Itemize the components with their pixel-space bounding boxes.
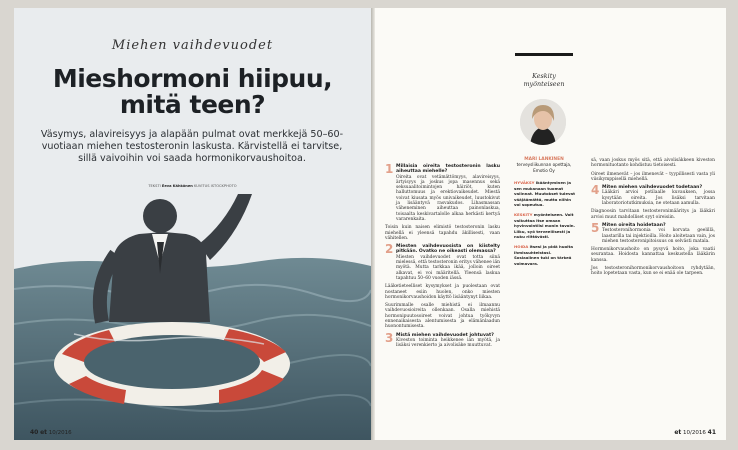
paragraph: Suurimmalle osalle miehistä ei ilmaannu vaihdevuosioireita ollenkaan. Osalla miehistä hormonipuutosoireet voivat johtua työkyvyn ennenaikaisesta alentumisesta ja elämänlaadun huonontumisesta. [385, 303, 500, 330]
left-footer [30, 429, 72, 436]
page-number-left: 40 [30, 429, 39, 436]
qa-answer: Oireita ovat vetämättömyys, alavireisyys, ärtyisyys ja joskus jopa masennus sekä seksuaalitoimintojen häiriöt, kuten halluttomuus ja erektiovaikeudet. Miestä voivat kiusata myös univaikeudet, luustokivut ja lisääntyvä rasvakudos. Lihasmassan väheneminen aiheuttaa painonlaskua, toisaalta keskivartalolle alkaa herkästi kertyä vararenkaita. [396, 174, 500, 222]
article-column-2 [591, 158, 715, 280]
qa-number: 5 [591, 220, 600, 235]
sidebar-body: ikääntyminen ja sen mukanaan tuomat valinnat. Muutokset tulevat vääjäämättä, mutta niihin voi sopeutua. [514, 180, 576, 208]
issue-left: 10/2016 [48, 430, 72, 436]
section-kicker: Miehen vaihdevuodet [111, 38, 274, 53]
sidebar-kicker-line-1: Keskity [532, 72, 556, 80]
qa-number: 3 [385, 330, 394, 345]
paragraph: Diagnoosin tarvitaan testosteronimääritys ja lääkäri arvioi muut mahdolliset syyt oireisiin. [591, 209, 715, 220]
sidebar-rule [515, 53, 573, 56]
qa-number: 4 [591, 183, 600, 198]
qa-question: Miten oireita hoidetaan? [602, 222, 666, 228]
expert-role-2: Emotio Oy [533, 167, 555, 173]
article-lead: Väsymys, alavireisyys ja alapään pulmat ovat merkkejä 50–60-vuotiaan miehen testosteronin laskusta. Kärvistellä ei tarvitse, sillä vaivoihin voi saada hormonikorvaushoitoa. [40, 129, 344, 164]
qa-answer: Testosteronihormonia voi korvata geelillä, laastarilla tai injektioilla. Hoito aloitetaan vain, jos miehen testosteronipitoisuus on selvästi matala. [602, 228, 715, 244]
expert-sidebar [506, 8, 582, 440]
sidebar-highlight: HOIDA [514, 243, 529, 249]
magazine-logo-left: et [40, 429, 48, 436]
drowning-man-illustration [14, 194, 371, 440]
credits-label: TEKSTI [148, 184, 161, 188]
expert-name: MARI LANKINEN [524, 157, 564, 162]
qa-block-3 [385, 330, 500, 349]
sidebar-highlight: KESKITY [514, 211, 533, 217]
sidebar-kicker [506, 72, 582, 88]
sidebar-kicker-line-2: myönteiseen [523, 80, 565, 88]
title-line-2: mitä teen? [119, 90, 266, 119]
qa-question: Millaisia oireita testosteronin lasku aiheuttaa miehelle? [396, 164, 500, 175]
paragraph: Lääketieteelliset kysymykset ja puolestaan ovat nostaneet esiin huolen, onko miesten hormonikorvaushoidon käyttö lisääntynyt liikaa. [385, 284, 500, 300]
sidebar-body: itsesi ja pidä huolta ihmissuhteistasi. Sosiaalinen tuki on tärkeä voimavara. [514, 243, 574, 266]
left-page [14, 8, 371, 440]
issue-right: 10/2016 [683, 430, 706, 436]
qa-question: Miten miehen vaihdevuodet todetaan? [602, 185, 703, 191]
expert-name-block [506, 157, 582, 173]
qa-block-2 [385, 244, 500, 281]
page-number-right: 41 [707, 429, 716, 436]
paragraph: sä, vaan joskus myös sitä, että aivolisäkkeen kiveston hormonituotanto kohdistuu tietoisesti. [591, 158, 715, 169]
qa-question: Miesten vaihdevuosista on kiistelty pitkään. Ovatko ne oikeasti olemassa? [396, 244, 500, 255]
qa-answer: Lääkäri arvioi potilaalle kuvauksen, jossa kysytään oireita. Jos lisäksi tarvitaan laboratoriotutkimuksia, ne otetaan aamulla. [602, 190, 715, 207]
title-line-1: Mieshormoni hiipuu, [52, 64, 333, 93]
right-page [375, 8, 726, 440]
qa-number: 1 [385, 162, 394, 176]
paragraph: Toisin kuin naisen elimistö testosteronin lasku miehellä ei yleensä tapahdu äkillisesti, vaan vähitellen. [385, 225, 500, 241]
paragraph: Hormonikorvaushoito on pysyvä hoito, joka vaatii seurantaa. Hoidosta kannattaa keskustella lääkärin kanssa. [591, 247, 715, 263]
sidebar-paragraph [514, 244, 576, 266]
expert-role-1: terveysliikunnan opettaja, [516, 162, 572, 168]
magazine-logo-right: et [674, 429, 682, 436]
qa-number: 2 [385, 242, 394, 257]
paragraph: Jos testosteronihormonikorvaushoitoon ryhdytään, hoito lopetetaan vasta, kun se ei enää ole tarpeen. [591, 266, 715, 277]
qa-question: Mistä miehen vaihdevuodet johtuvat? [396, 332, 494, 338]
sidebar-body: myönteiseen. Voit vaikuttaa itse omaan hyvinvointiisi monin tavoin. Liiku, syö terveellisesti ja nuku riittävästi. [514, 211, 576, 240]
right-footer [674, 429, 716, 436]
sidebar-text [514, 180, 576, 270]
credits-author: Eeva Kähkönen [161, 184, 193, 188]
expert-portrait-image [520, 99, 566, 145]
qa-answer: Kiveston toiminta heikkenee iän myötä, ja lisäksi verenkierto ja aivolisäke muuttuvat. [396, 337, 500, 349]
article-column-1 [385, 164, 500, 352]
article-title [14, 66, 371, 118]
paragraph: Oireet ilmenevät – jos ilmenevät – tyypillisesti vasta yli viisikymppisellä miehellä. [591, 171, 715, 182]
credits-illustration: KUVITUS ISTOCKPHOTO [194, 184, 237, 188]
sidebar-highlight: HYVÄKSY [514, 180, 535, 185]
qa-block-4 [591, 185, 715, 206]
article-credits [14, 184, 371, 188]
sidebar-paragraph [514, 212, 576, 240]
expert-portrait [520, 99, 566, 145]
qa-answer: Miesten vaihdevuodet ovat totta siinä mielessä, että testosteronin eritys vähenee iän myötä. Mutta tarkkaa ikää, jolloin oireet alkavat, ei voi määritellä. Yleensä laskua tapahtuu 50–60 vuoden iässä. [396, 254, 500, 281]
qa-block-5 [591, 220, 715, 244]
sidebar-paragraph [514, 180, 576, 208]
qa-block-1 [385, 164, 500, 222]
